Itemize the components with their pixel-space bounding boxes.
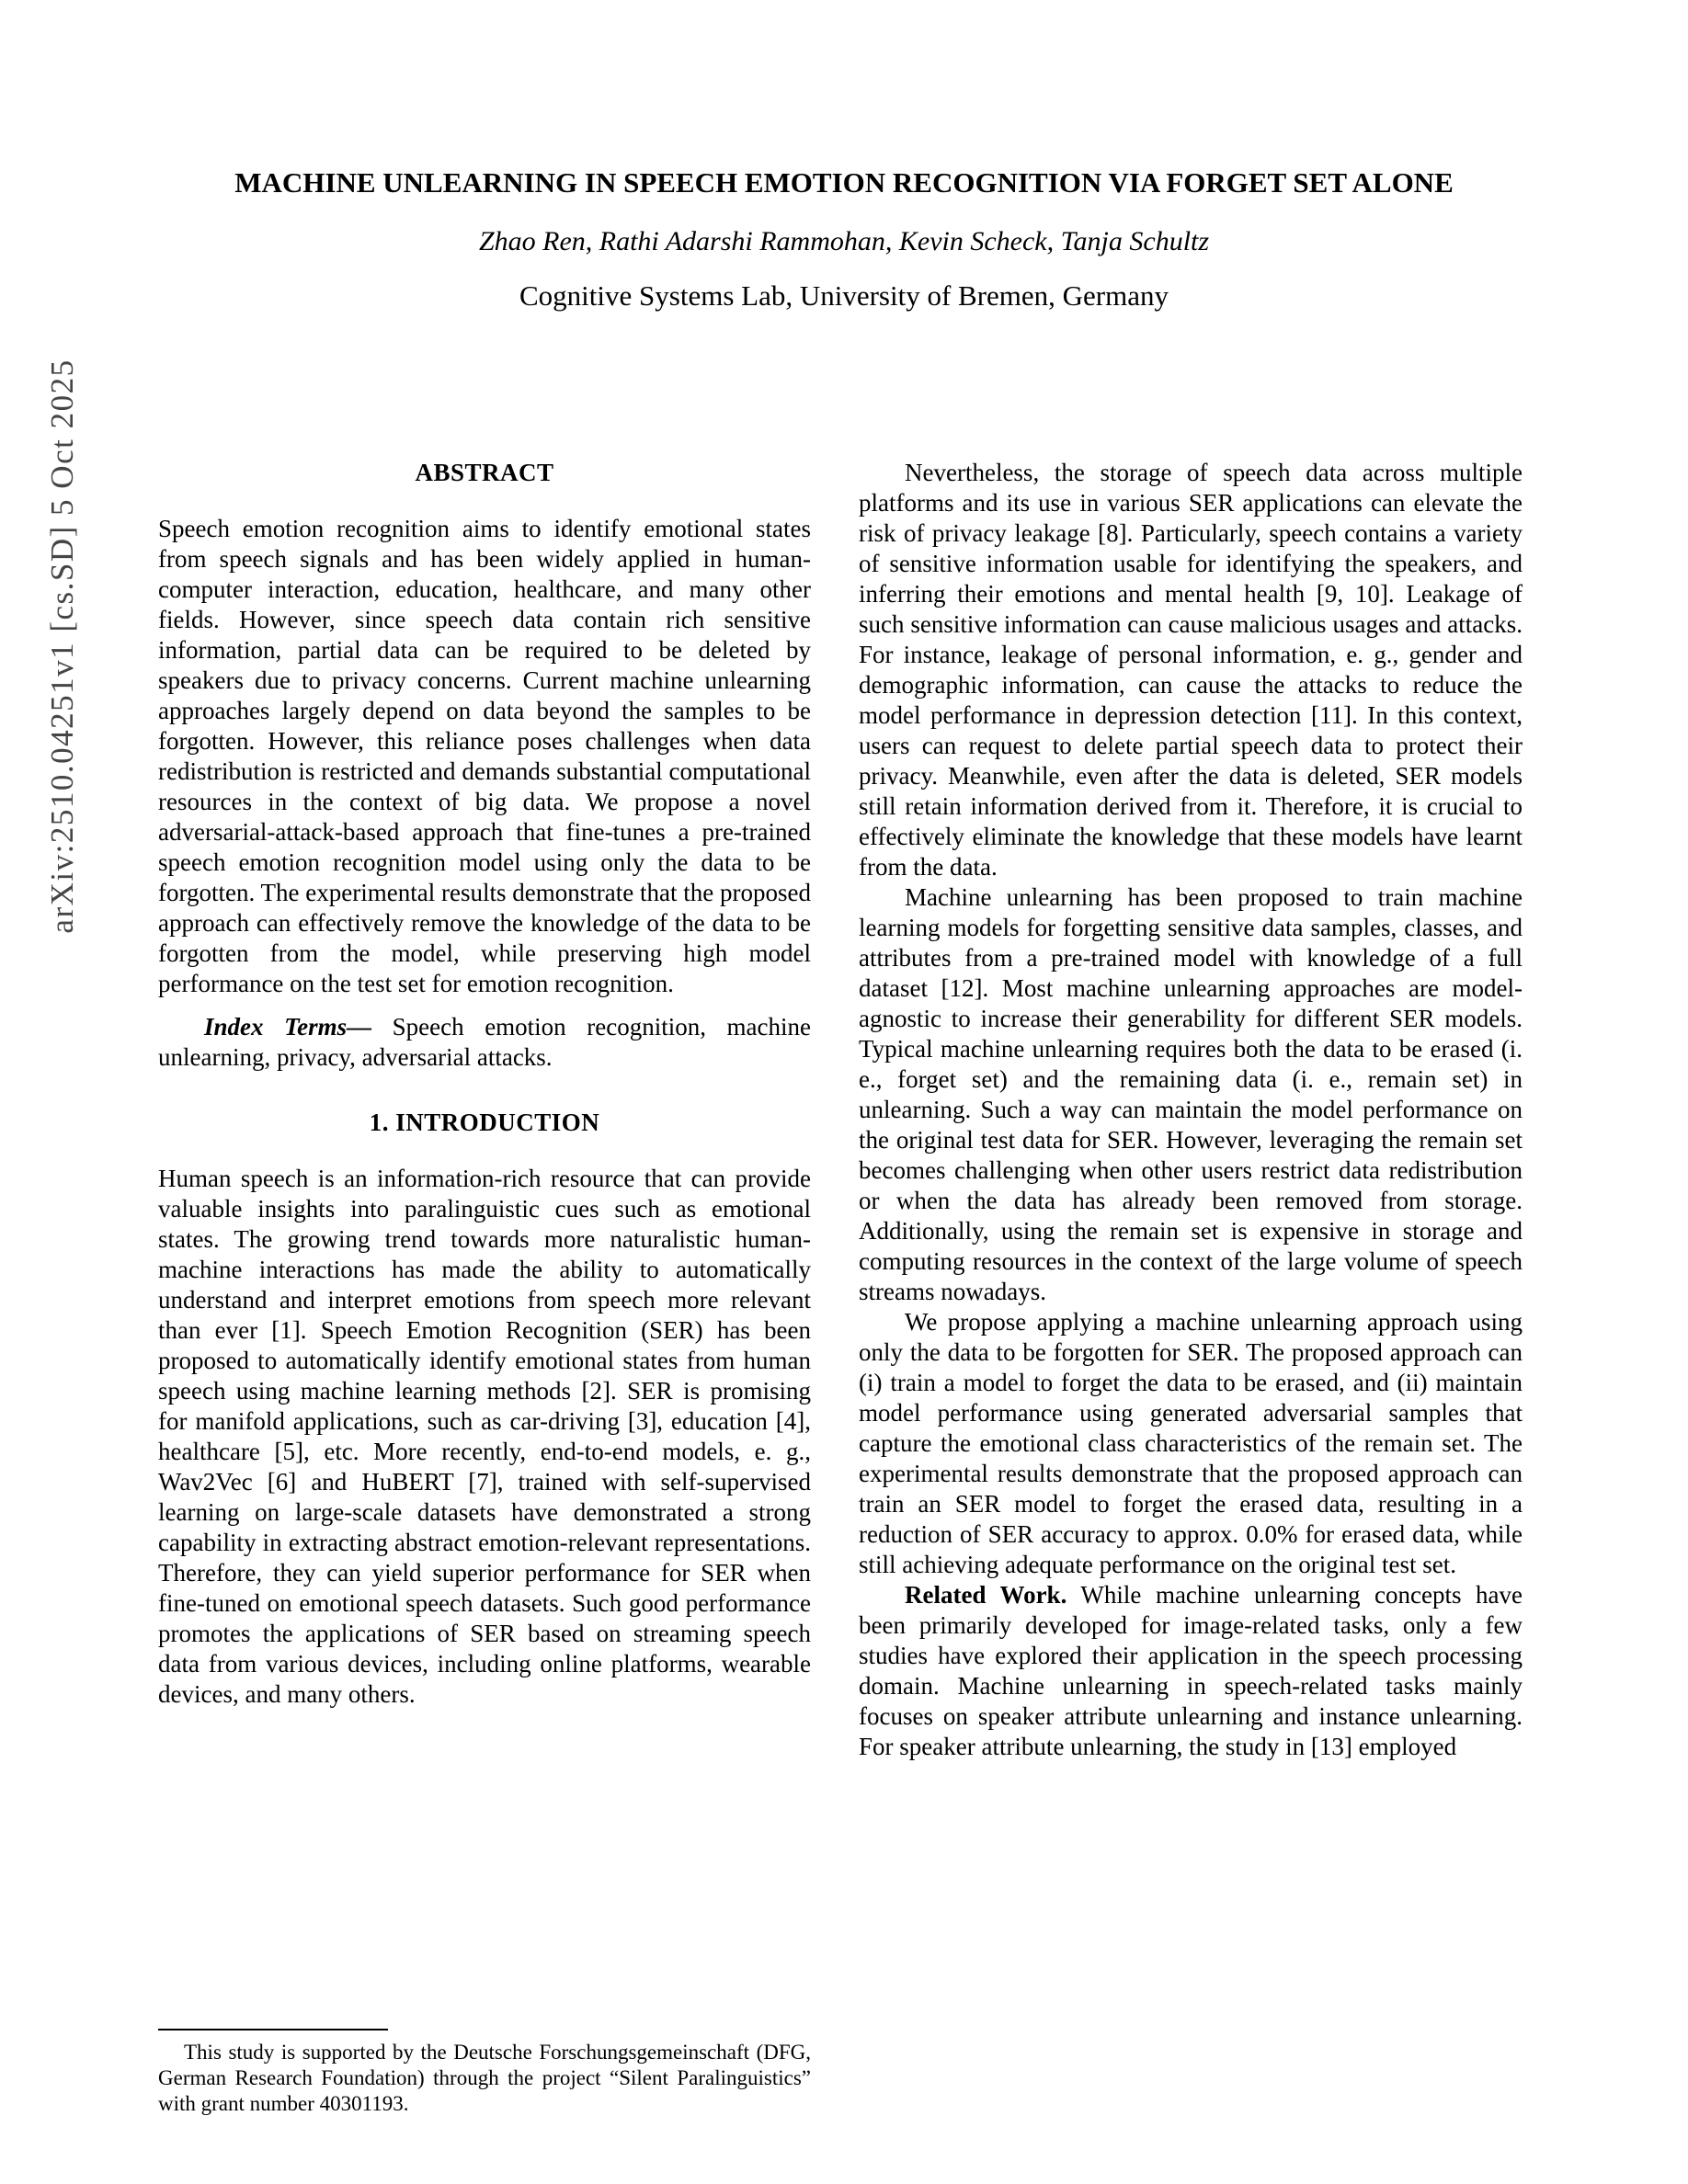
left-column	[158, 458, 811, 2117]
paper-title: MACHINE UNLEARNING IN SPEECH EMOTION RECOGNITION VIA FORGET SET ALONE	[234, 166, 1454, 199]
footnote-rule	[158, 2029, 388, 2030]
related-work-paragraph	[859, 1580, 1523, 1762]
paper-header	[0, 0, 1688, 313]
related-work-text: While machine unlearning concepts have been primarily developed for image-related tasks, only a few studies have explored their application in the speech processing domain. Machine unlearning in speech-related tasks mainly focuses on speaker attribute unlearning and instance unlearning. For speaker attribute unlearning, the study in [13] employed	[859, 1581, 1523, 1760]
right-column	[859, 458, 1523, 2117]
index-terms-label: Index Terms—	[204, 1013, 372, 1041]
footnote-text: This study is supported by the Deutsche Forschungsgemeinschaft (DFG, German Research Foundation) through the project “Silent Paralinguistics” with grant number 40301193.	[158, 2041, 811, 2115]
related-work-label: Related Work.	[905, 1581, 1067, 1609]
proposed-approach-paragraph: We propose applying a machine unlearning approach using only the data to be forgotten for SER. The proposed approach can (i) train a model to forget the data to be erased, and (ii) maintain model performance using generated adversarial samples that capture the emotional class characteristics of the remain set. The experimental results demonstrate that the proposed approach can train an SER model to forget the erased data, resulting in a reduction of SER accuracy to approx. 0.0% for erased data, while still achieving adequate performance on the original test set.	[859, 1308, 1523, 1578]
introduction-paragraph: Human speech is an information-rich resource that can provide valuable insights into paralinguistic cues such as emotional states. The growing trend towards more naturalistic human-machine interactions has made the ability to automatically understand and interpret emotions from speech more relevant than ever [1]. Speech Emotion Recognition (SER) has been proposed to automatically identify emotional states from human speech using machine learning methods [2]. SER is promising for manifold applications, such as car-driving [3], education [4], healthcare [5], etc. More recently, end-to-end models, e. g., Wav2Vec [6] and HuBERT [7], trained with self-supervised learning on large-scale datasets have demonstrated a strong capability in extracting abstract emotion-relevant representations. Therefore, they can yield superior performance for SER when fine-tuned on emotional speech datasets. Such good performance promotes the applications of SER based on streaming speech data from various devices, including online platforms, wearable devices, and many others.	[158, 1165, 811, 1708]
paper-affiliation: Cognitive Systems Lab, University of Bremen, Germany	[519, 279, 1169, 312]
arxiv-watermark: arXiv:2510.04251v1 [cs.SD] 5 Oct 2025	[44, 358, 80, 934]
privacy-risk-paragraph: Nevertheless, the storage of speech data across multiple platforms and its use in various SER applications can elevate the risk of privacy leakage [8]. Particularly, speech contains a variety of sensitive information usable for identifying the speakers, and inferring their emotions and mental health [9, 10]. Leakage of such sensitive information can cause malicious usages and attacks. For instance, leakage of personal information, e. g., gender and demographic information, can cause the attacks to reduce the model performance in depression detection [11]. In this context, users can request to delete partial speech data to protect their privacy. Meanwhile, even after the data is deleted, SER models still retain information derived from it. Therefore, it is crucial to effectively eliminate the knowledge that these models have learnt from the data.	[859, 459, 1523, 881]
abstract-heading: ABSTRACT	[415, 459, 554, 486]
index-terms-paragraph	[158, 1012, 811, 1073]
introduction-heading: 1. INTRODUCTION	[369, 1109, 600, 1136]
paper-authors: Zhao Ren, Rathi Adarshi Rammohan, Kevin Scheck, Tanja Schultz	[478, 226, 1210, 256]
funding-footnote	[158, 2029, 811, 2117]
machine-unlearning-paragraph: Machine unlearning has been proposed to train machine learning models for forgetting sensitive data samples, classes, and attributes from a pre-trained model with knowledge of a full dataset [12]. Most machine unlearning approaches are model-agnostic to increase their generability for different SER models. Typical machine unlearning requires both the data to be erased (i. e., forget set) and the remaining data (i. e., remain set) in unlearning. Such a way can maintain the model performance on the original test data for SER. However, leveraging the remain set becomes challenging when other users restrict data redistribution or when the data has already been removed from storage. Additionally, using the remain set is expensive in storage and computing resources in the context of the large volume of speech streams nowadays.	[859, 883, 1523, 1305]
abstract-paragraph: Speech emotion recognition aims to identify emotional states from speech signals and has been widely applied in human-computer interaction, education, healthcare, and many other fields. However, since speech data contain rich sensitive information, partial data can be required to be deleted by speakers due to privacy concerns. Current machine unlearning approaches largely depend on data beyond the samples to be forgotten. However, this reliance poses challenges when data redistribution is restricted and demands substantial computational resources in the context of big data. We propose a novel adversarial-attack-based approach that fine-tunes a pre-trained speech emotion recognition model using only the data to be forgotten. The experimental results demonstrate that the proposed approach can effectively remove the knowledge of the data to be forgotten from the model, while preserving high model performance on the test set for emotion recognition.	[158, 515, 811, 997]
index-terms-text: Speech emotion recognition, machine unlearning, privacy, adversarial attacks.	[158, 1013, 811, 1071]
two-column-body	[158, 458, 1688, 2117]
